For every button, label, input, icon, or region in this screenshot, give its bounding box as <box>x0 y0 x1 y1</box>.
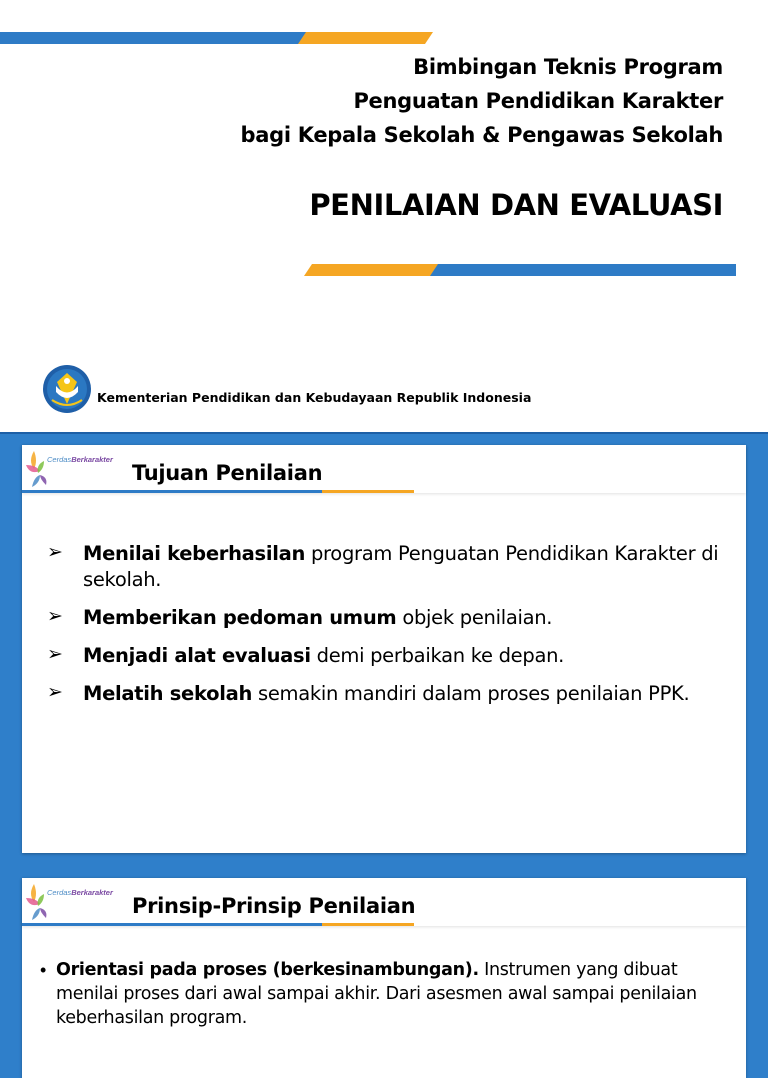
title-line: Bimbingan Teknis Program <box>413 55 723 79</box>
main-title: PENILAIAN DAN EVALUASI <box>309 188 723 222</box>
list-item-text <box>83 681 689 707</box>
bold-text: Orientasi pada proses (berkesinambungan). <box>56 960 479 980</box>
body-text: objek penilaian. <box>396 606 553 629</box>
list-item <box>40 958 740 1030</box>
title-line: Penguatan Pendidikan Karakter <box>353 89 723 113</box>
bold-text: Menjadi alat evaluasi <box>83 644 311 667</box>
title-line: bagi Kepala Sekolah & Pengawas Sekolah <box>240 123 723 147</box>
list-item-text <box>83 643 564 669</box>
tujuan-slide <box>22 445 746 853</box>
bold-text: Menilai keberhasilan <box>83 542 306 565</box>
brand-part2: Berkarakter <box>71 455 113 464</box>
brand-part1: Cerdas <box>47 455 72 464</box>
slide-title: Prinsip-Prinsip Penilaian <box>132 894 416 918</box>
list-item <box>47 643 737 669</box>
list-item <box>47 681 737 707</box>
brand-part2: Berkarakter <box>71 888 113 897</box>
list-item <box>47 541 737 593</box>
brand-part1: Cerdas <box>47 888 72 897</box>
top-orange-stripe <box>298 32 433 44</box>
title-underline-blue <box>22 923 322 926</box>
brand-text <box>47 455 113 464</box>
body-text: Instrumen yang dibuat menilai proses dari awal sampai akhir. Dari asesmen awal sampai penilaian keberhasilan program. <box>56 960 697 1028</box>
ministry-name: Kementerian Pendidikan dan Kebudayaan Republik Indonesia <box>97 390 532 405</box>
arrow-bullet-icon: ➢ <box>47 542 63 563</box>
bottom-blue-stripe <box>430 264 736 276</box>
title-slide <box>0 0 768 434</box>
dot-bullet-icon: • <box>40 960 47 980</box>
slide-header <box>22 878 746 926</box>
list-item-text <box>83 541 737 593</box>
cerdas-berkarakter-logo-icon <box>24 447 134 491</box>
bold-text: Melatih sekolah <box>83 682 253 705</box>
title-underline-orange <box>322 923 414 926</box>
top-blue-stripe <box>0 32 310 44</box>
arrow-bullet-icon: ➢ <box>47 606 63 627</box>
cerdas-berkarakter-logo-icon <box>24 880 134 924</box>
program-title <box>240 50 723 152</box>
body-text: semakin mandiri dalam proses penilaian PPK. <box>252 682 690 705</box>
prinsip-slide <box>22 878 746 1078</box>
slide-title: Tujuan Penilaian <box>132 461 323 485</box>
objectives-list <box>47 541 737 719</box>
bottom-orange-stripe <box>304 264 440 276</box>
title-underline-orange <box>322 490 414 493</box>
principles-list <box>40 958 740 1030</box>
body-text: program Penguatan Pendidikan Karakter di sekolah. <box>83 542 719 591</box>
list-item-text <box>56 958 740 1030</box>
list-item-text <box>83 605 552 631</box>
body-text: demi perbaikan ke depan. <box>310 644 565 667</box>
tut-wuri-handayani-logo-icon <box>42 364 92 414</box>
slide-header <box>22 445 746 493</box>
bold-text: Memberikan pedoman umum <box>83 606 397 629</box>
list-item <box>47 605 737 631</box>
brand-text <box>47 888 113 897</box>
arrow-bullet-icon: ➢ <box>47 644 63 665</box>
arrow-bullet-icon: ➢ <box>47 682 63 703</box>
title-underline-blue <box>22 490 322 493</box>
